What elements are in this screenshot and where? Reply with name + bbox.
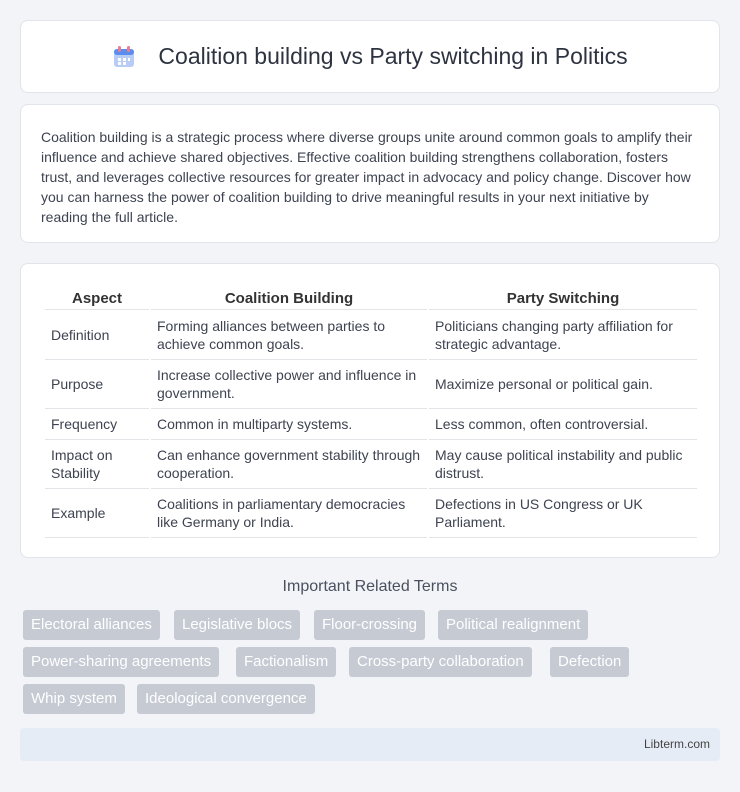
row-party: Maximize personal or political gain.	[429, 360, 697, 409]
intro-card	[20, 104, 720, 243]
row-aspect: Frequency	[45, 409, 149, 440]
related-term-tag[interactable]: Factionalism	[236, 647, 336, 677]
row-party: Less common, often controversial.	[429, 409, 697, 440]
row-coalition: Coalitions in parliamentary democracies like Germany or India.	[151, 489, 427, 538]
footer-site-link[interactable]: Libterm.com	[643, 737, 710, 751]
row-aspect: Impact on Stability	[45, 440, 149, 489]
header-party-switching: Party Switching	[429, 284, 697, 310]
comparison-table	[43, 284, 699, 538]
related-term-tag[interactable]: Whip system	[23, 684, 125, 714]
row-aspect: Definition	[45, 310, 149, 360]
table-row	[45, 310, 697, 360]
related-term-tag[interactable]: Ideological convergence	[137, 684, 315, 714]
related-term-tag[interactable]: Power-sharing agreements	[23, 647, 219, 677]
table-row	[45, 409, 697, 440]
related-term-tag[interactable]: Legislative blocs	[174, 610, 300, 640]
row-party: May cause political instability and public distrust.	[429, 440, 697, 489]
related-terms-title: Important Related Terms	[282, 578, 458, 595]
header-card	[20, 20, 720, 93]
table-row	[45, 440, 697, 489]
header-aspect: Aspect	[45, 284, 149, 310]
header-coalition-building: Coalition Building	[151, 284, 427, 310]
row-party: Politicians changing party affiliation for strategic advantage.	[429, 310, 697, 360]
row-coalition: Forming alliances between parties to achieve common goals.	[151, 310, 427, 360]
related-term-tag[interactable]: Political realignment	[438, 610, 588, 640]
related-term-tag[interactable]: Floor-crossing	[314, 610, 425, 640]
row-aspect: Purpose	[45, 360, 149, 409]
footer	[20, 728, 720, 761]
table-row	[45, 360, 697, 409]
row-aspect: Example	[45, 489, 149, 538]
row-coalition: Increase collective power and influence in government.	[151, 360, 427, 409]
calendar-icon	[112, 45, 136, 69]
row-coalition: Can enhance government stability through cooperation.	[151, 440, 427, 489]
table-header-row	[45, 284, 697, 310]
intro-text: Coalition building is a strategic process where diverse groups unite around common goals to amplify their influence and achieve shared objectives. Effective coalition building strengthens collaboration, fosters trust, and leverages collective resources for greater impact in advocacy and policy change. Discover how you can harness the power of coalition building to drive meaningful results in your next initiative by reading the full article.	[41, 129, 693, 225]
related-term-tag[interactable]: Cross-party collaboration	[349, 647, 532, 677]
comparison-table-card	[20, 263, 720, 558]
related-term-tag[interactable]: Defection	[550, 647, 629, 677]
table-row	[45, 489, 697, 538]
row-coalition: Common in multiparty systems.	[151, 409, 427, 440]
row-party: Defections in US Congress or UK Parliament.	[429, 489, 697, 538]
page-title: Coalition building vs Party switching in Politics	[158, 43, 628, 69]
related-term-tag[interactable]: Electoral alliances	[23, 610, 160, 640]
